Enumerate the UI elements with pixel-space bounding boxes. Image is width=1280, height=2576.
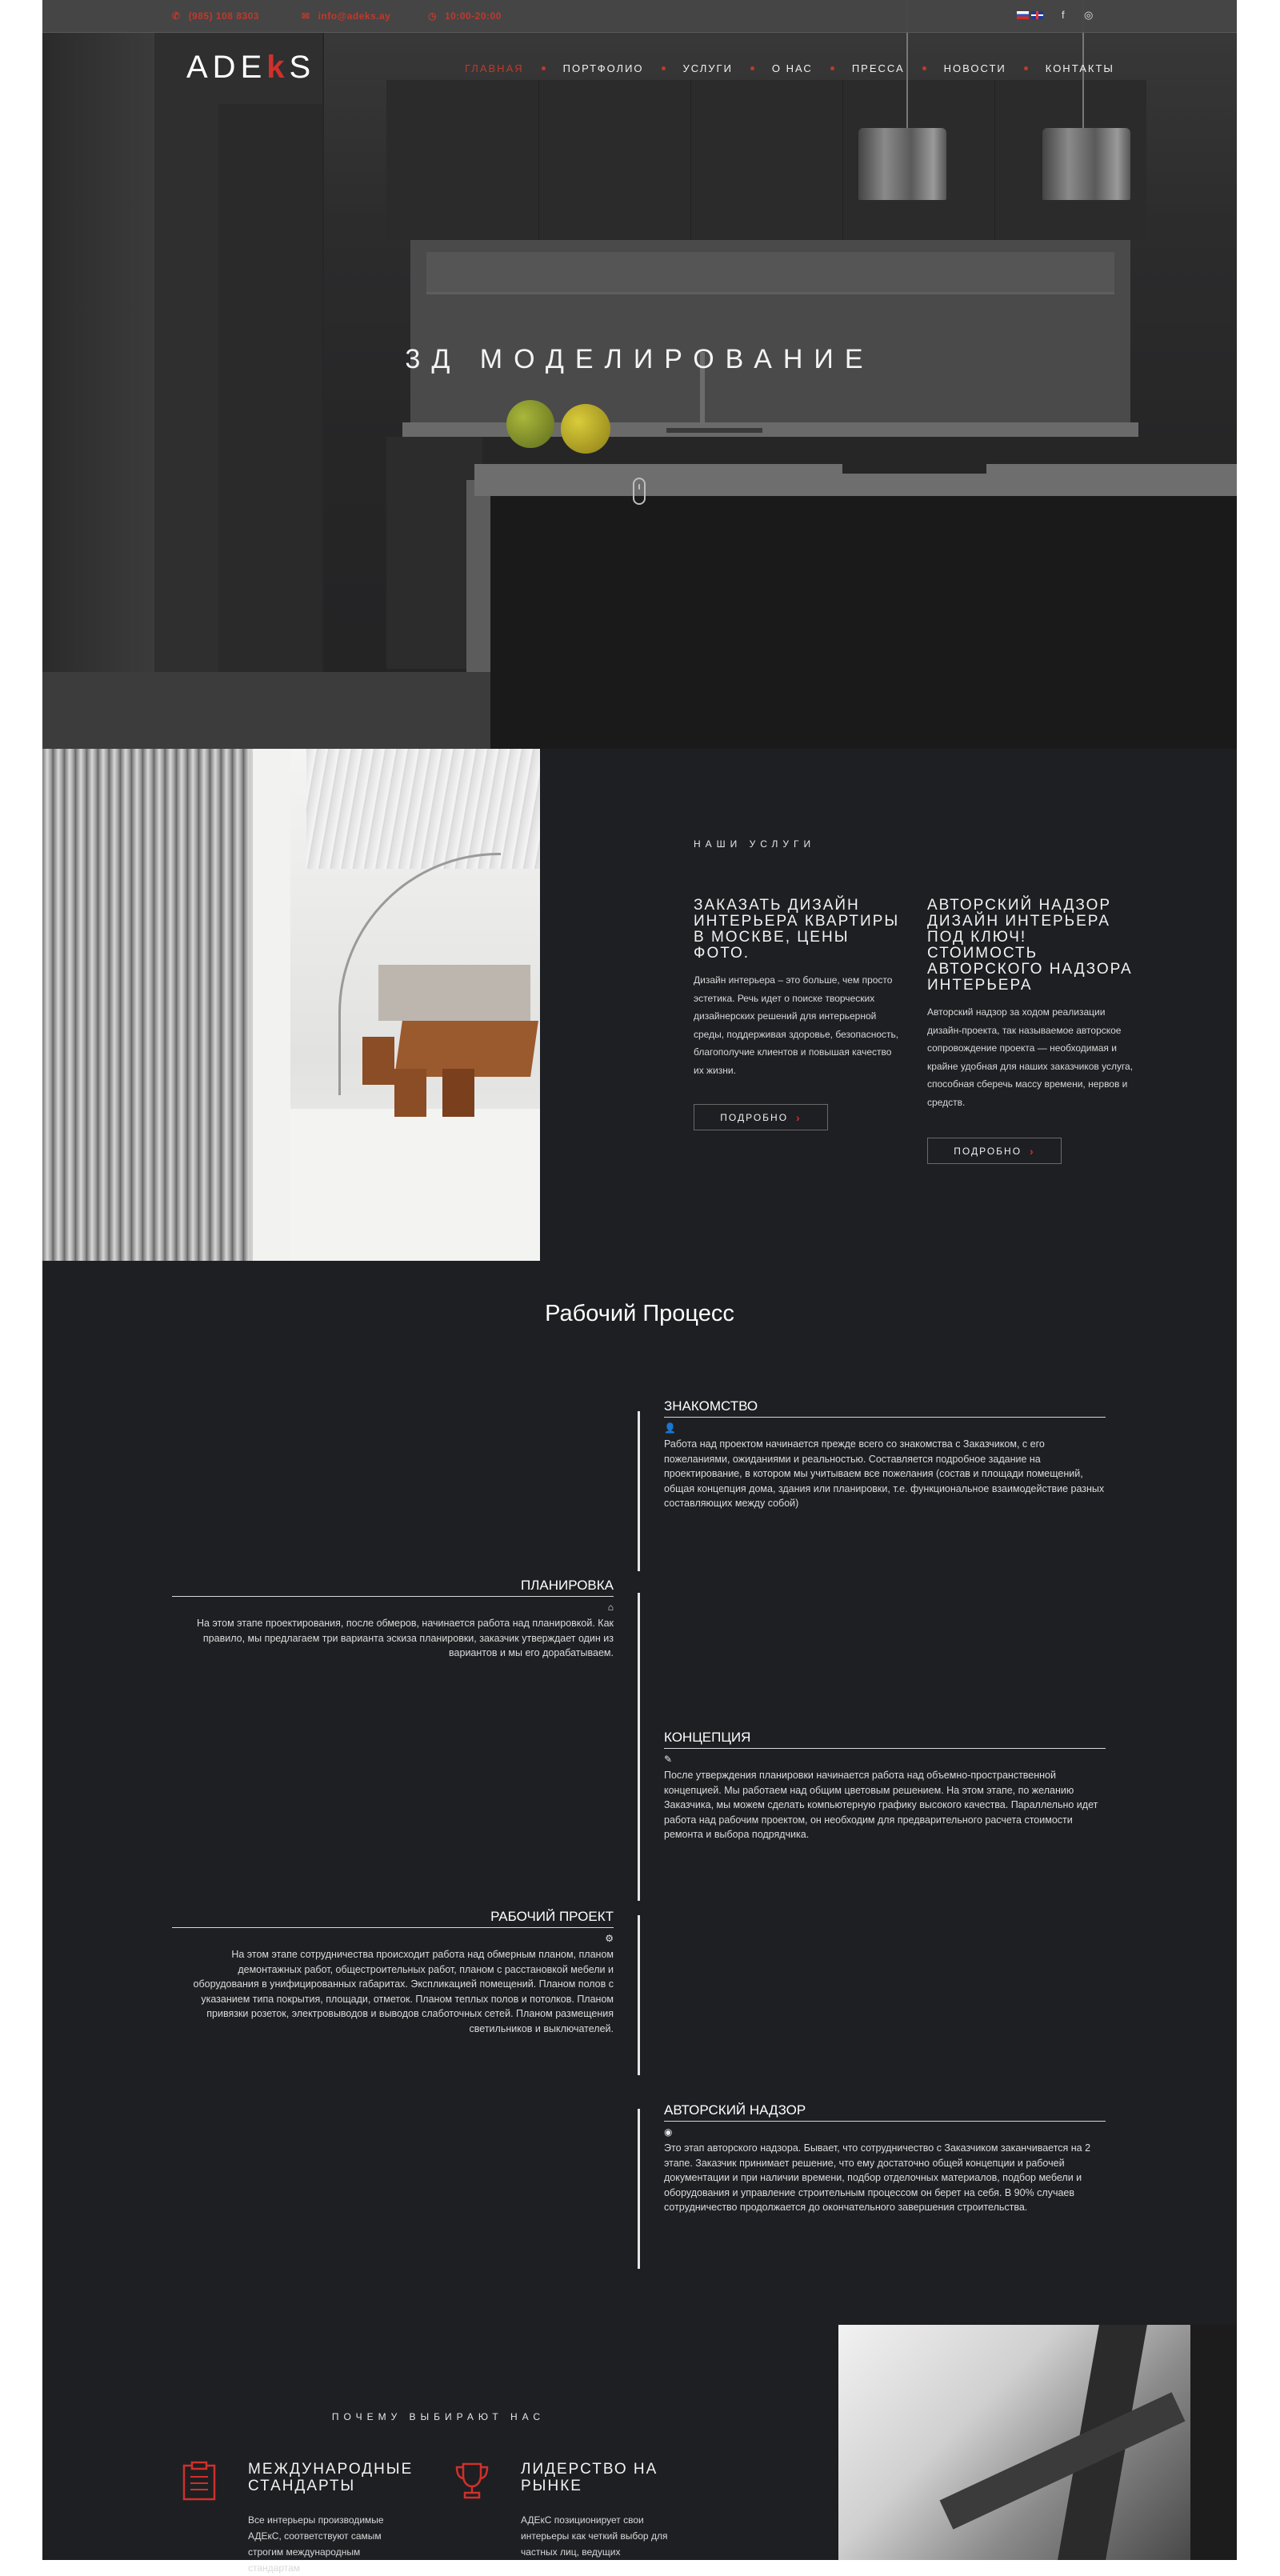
services-section: [42, 749, 1237, 1261]
timeline-line: [638, 1741, 640, 1901]
hero-title: 3Д МОДЕЛИРОВАНИЕ: [405, 344, 874, 374]
service-more-button[interactable]: [694, 1104, 828, 1130]
nav-separator-dot: [830, 66, 834, 70]
hero-bg-shelf: [426, 252, 1114, 294]
logo-text-end: S: [289, 50, 316, 85]
facebook-icon[interactable]: f: [1062, 9, 1065, 21]
process-step: [664, 2102, 1106, 2215]
process-step-title: ПЛАНИРОВКА: [172, 1578, 614, 1597]
timeline-line: [638, 1915, 640, 2075]
process-title: Рабочий Процесс: [545, 1301, 734, 1326]
nav-item-press[interactable]: ПРЕССА: [851, 62, 905, 74]
hero-bg-pear: [561, 404, 610, 454]
service-more-label: ПОДРОБНО: [720, 1111, 789, 1123]
process-step-text: После утверждения планировки начинается работа над объемно-пространственной концепцией. Мы работаем над общим цветовым решением. На этом этапе, по желанию Заказчика, мы можем сделать компьютерную графику высокого качества. Параллельно идет работа над рабочим проектом, он необходим для предварительного расчета стоимости ремонта и выбора подрядчика.: [664, 1770, 1098, 1840]
nav-item-contacts[interactable]: КОНТАКТЫ: [1045, 62, 1114, 74]
hero-bg-wall: [42, 32, 154, 749]
logo[interactable]: [186, 50, 315, 86]
photo-door-frame: [250, 749, 293, 1261]
service-card-text: Авторский надзор за ходом реализации дизайн-проекта, так называемое авторское сопровождение проекта — необходимая и крайне удобная для наших заказчиков услуга, способная сберечь массу времени, нервов и средств.: [927, 1006, 1134, 1108]
timeline-line: [638, 2109, 640, 2269]
photo-chair: [362, 1037, 394, 1085]
logo-text: ADE: [186, 50, 267, 85]
nav-item-portfolio[interactable]: ПОРТФОЛИО: [562, 62, 644, 74]
instagram-icon[interactable]: ◎: [1084, 9, 1094, 21]
process-step-text: Работа над проектом начинается прежде всего со знакомства с Заказчиком, с его пожеланиями, ожиданиями и реальностью. Составляется подробное задание на проектирование, в котором мы учитываем все пожелания (состав и площади помещений, общая концепция дома, здания или планировки, т.е. функциональное взаимодействие разных составляющих между собой): [664, 1438, 1105, 1509]
photo-ceiling: [838, 2325, 1237, 2560]
feature-title: ЛИДЕРСТВО НА РЫНКЕ: [521, 2461, 658, 2494]
home-icon: ⌂: [607, 1602, 614, 1613]
process-step-title: ЗНАКОМСТВО: [664, 1398, 1106, 1418]
photo-chair: [442, 1069, 474, 1117]
hero-bg-pear: [506, 400, 554, 448]
process-step-text: На этом этапе проектирования, после обмеров, начинается работа над планировкой. Как правило, мы предлагаем три варианта эскиза планировки, заказчик утверждает один из вариантов и мы его дорабатываем.: [196, 1618, 614, 1658]
pencil-icon: ✎: [664, 1754, 673, 1765]
service-card-title: ЗАКАЗАТЬ ДИЗАЙН ИНТЕРЬЕРА КВАРТИРЫ В МОСКВЕ, ЦЕНЫ ФОТО.: [694, 897, 900, 962]
user-icon: 👤: [664, 1422, 676, 1434]
timeline-line: [638, 1593, 640, 1753]
phone-icon: ✆: [172, 10, 181, 22]
timeline-line: [638, 1411, 640, 1571]
clock-icon: ◷: [428, 10, 437, 22]
main-nav: [465, 62, 1114, 74]
hero-bg-sink: [666, 428, 762, 433]
hero-bg-island-front: [490, 496, 1237, 749]
hero-section: [42, 0, 1237, 749]
photo-beam: [1190, 2325, 1237, 2560]
chevron-right-icon: ›: [796, 1110, 802, 1124]
flag-en-icon[interactable]: [1031, 11, 1043, 19]
hero-bg-pendant-lamp: [858, 128, 946, 200]
topbar-phone[interactable]: [172, 10, 259, 22]
feature-text: Все интерьеры производимые АДЕкС, соответствуют самым строгим международным стандартам: [248, 2514, 384, 2574]
nav-item-home[interactable]: ГЛАВНАЯ: [465, 62, 524, 74]
process-step-title: КОНЦЕПЦИЯ: [664, 1730, 1106, 1749]
topbar-email[interactable]: [302, 10, 390, 22]
service-card-title: АВТОРСКИЙ НАДЗОР ДИЗАЙН ИНТЕРЬЕРА ПОД КЛЮЧ! СТОИМОСТЬ АВТОРСКОГО НАДЗОРА ИНТЕРЬЕРА: [927, 897, 1133, 994]
feature-text: АДЕкС позиционирует свои интерьеры как четкий выбор для частных лиц, ведущих: [521, 2514, 668, 2558]
scroll-down-mouse-icon[interactable]: [633, 478, 646, 505]
service-card: [927, 898, 1135, 1111]
nav-separator-dot: [922, 66, 926, 70]
nav-item-about[interactable]: О НАС: [771, 62, 813, 74]
envelope-icon: ✉: [302, 10, 310, 22]
process-step: [664, 1730, 1106, 1842]
hero-bg-pendant-lamp: [1042, 128, 1130, 200]
service-more-label: ПОДРОБНО: [954, 1145, 1022, 1157]
service-card: [694, 898, 902, 1079]
services-photo: [42, 749, 540, 1261]
process-step-title: АВТОРСКИЙ НАДЗОР: [664, 2102, 1106, 2122]
photo-floor: [290, 1109, 540, 1261]
email-text: info@adeks.ay: [318, 10, 391, 22]
process-section: [42, 1261, 1237, 2325]
topbar: [42, 0, 1237, 33]
feature-title: МЕЖДУНАРОДНЫЕ СТАНДАРТЫ: [248, 2461, 414, 2494]
process-step: [172, 1909, 614, 2036]
hero-bg-hob: [842, 462, 986, 474]
photo-glass-roof: [306, 749, 540, 869]
trophy-icon: [454, 2461, 490, 2501]
flag-ru-icon[interactable]: [1017, 11, 1029, 19]
hero-bg-floor: [42, 672, 490, 749]
process-step: [664, 1398, 1106, 1511]
photo-chair: [394, 1069, 426, 1117]
nav-item-services[interactable]: УСЛУГИ: [682, 62, 733, 74]
services-content: [540, 749, 1237, 1261]
process-step-text: На этом этапе сотрудничества происходит работа над обмерным планом, планом демонтажных работ, общестроительных работ, планом с расстановкой мебели и оборудования в унифицированных габаритах. Экспликацией помещений. Планом полов с указанием типа покрытия, площади, отметок. Планом теплых полов и потолков. Планом привязки розеток, электровыводов и выводов слаботочных сетей. Планом размещения светильников и выключателей.: [193, 1949, 614, 2034]
phone-text: (985) 108 8303: [188, 10, 259, 22]
clipboard-icon: [181, 2461, 218, 2501]
nav-separator-dot: [662, 66, 666, 70]
service-more-button[interactable]: [927, 1138, 1062, 1164]
process-step-title: РАБОЧИЙ ПРОЕКТ: [172, 1909, 614, 1928]
chevron-right-icon: ›: [1030, 1144, 1035, 1158]
nav-separator-dot: [542, 66, 546, 70]
nav-separator-dot: [750, 66, 754, 70]
hours-text: 10:00-20:00: [444, 10, 502, 22]
service-card-text: Дизайн интерьера – это больше, чем просто эстетика. Речь идет о поиске творческих дизайнерских решений для интерьерной среды, поддерживая здоровье, безопасность, благополучие клиентов и повышая качество их жизни.: [694, 974, 899, 1076]
hero-bg-cabinet-inner: [218, 104, 322, 672]
hero-bg-upper-cabinets: [386, 80, 1146, 240]
eye-icon: ◉: [664, 2126, 673, 2138]
services-eyebrow: НАШИ УСЛУГИ: [694, 838, 816, 850]
gear-icon: ⚙: [605, 1933, 614, 1944]
why-us-section: [42, 2325, 1237, 2574]
nav-separator-dot: [1024, 66, 1028, 70]
why-us-eyebrow: ПОЧЕМУ ВЫБИРАЮТ НАС: [331, 2411, 546, 2422]
why-us-photo: [838, 2325, 1237, 2560]
photo-radiator: [42, 749, 250, 1261]
topbar-hours: [428, 10, 502, 22]
nav-item-news[interactable]: НОВОСТИ: [943, 62, 1006, 74]
process-step-text: Это этап авторского надзора. Бывает, что сотрудничество с Заказчиком заканчивается на 2 этапе. Заказчик принимает решение, что ему достаточно общей концепции и рабочей документации и при наличии времени, подбор отделочных материалов, подбор мебели и оборудования и управление строительным процессом он берет на себя. В 90% случаев сотрудничество продолжается до окончательного завершения строительства.: [664, 2142, 1091, 2213]
site-wrapper: [42, 0, 1237, 2574]
process-step: [172, 1578, 614, 1661]
logo-accent-letter: k: [266, 50, 290, 85]
